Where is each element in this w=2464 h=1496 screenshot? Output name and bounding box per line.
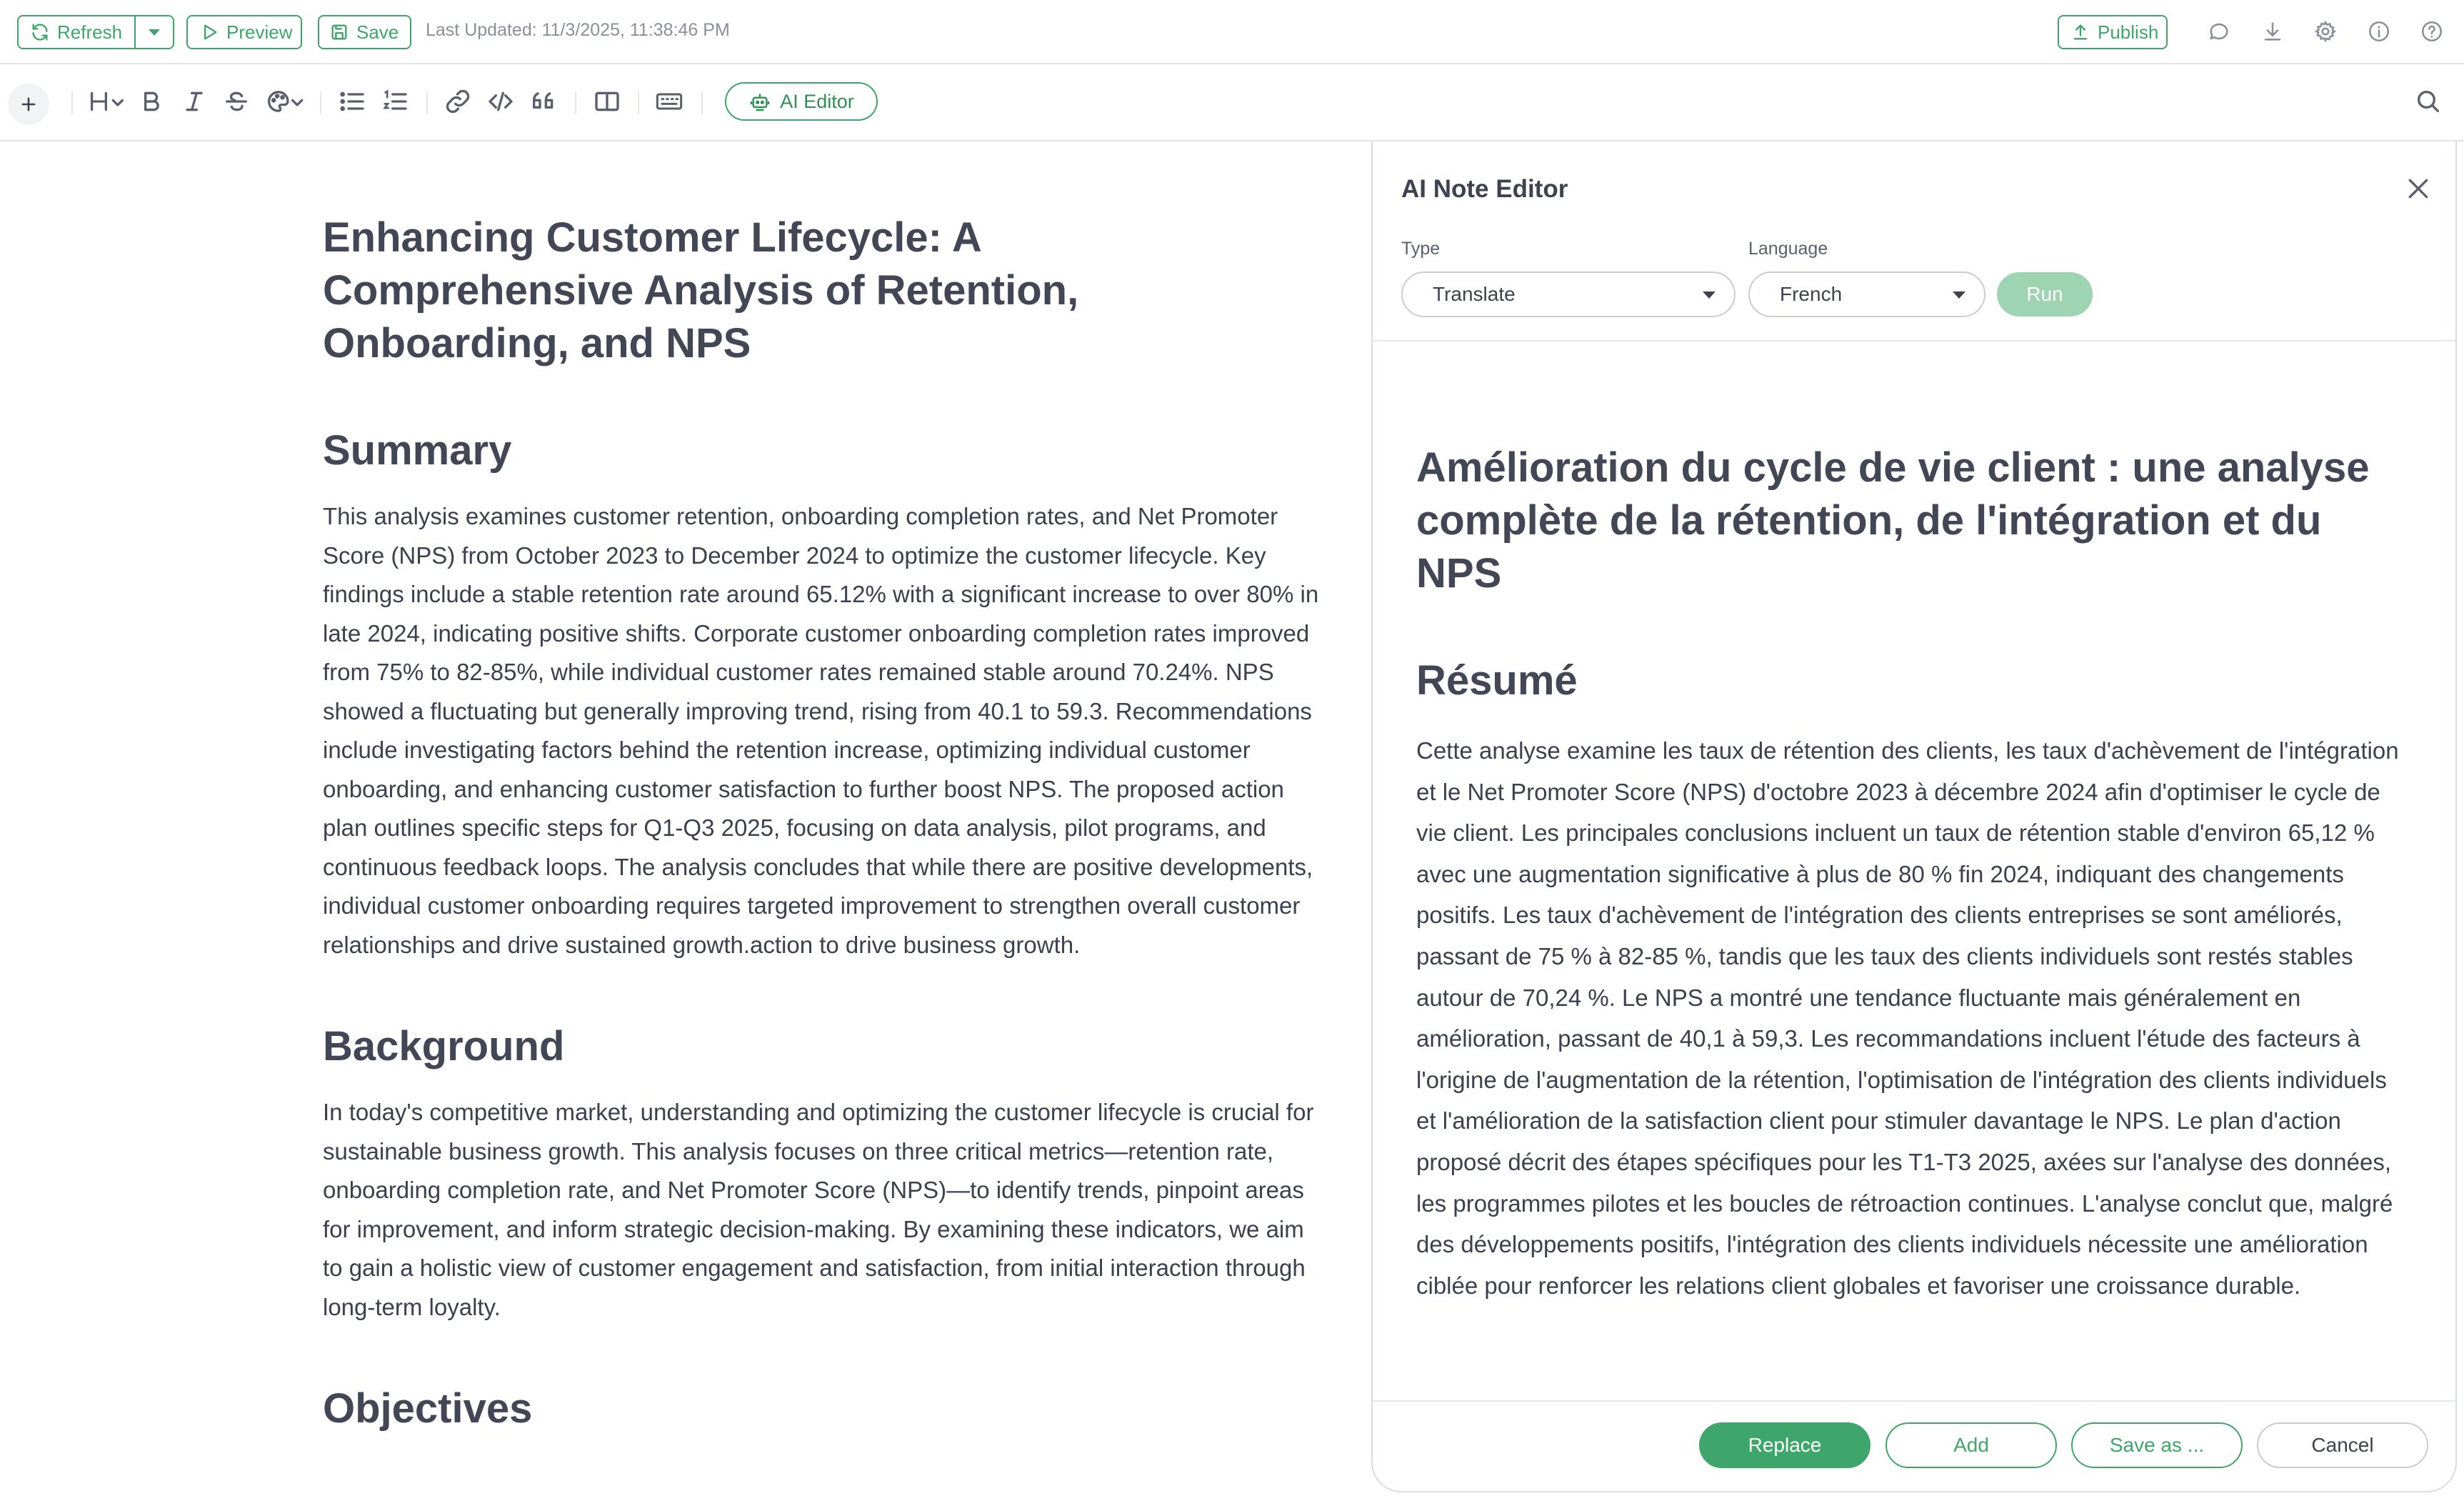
save-as-button[interactable]: Save as ... [2071,1422,2243,1468]
toolbar-divider [320,91,321,114]
translation-result [1416,442,2402,1306]
toolbar-divider [426,91,428,114]
toolbar-divider [71,91,73,114]
upload-icon [2070,22,2090,42]
refresh-dropdown-button[interactable] [134,15,174,49]
refresh-icon [30,22,50,42]
caret-down-icon [1703,291,1716,299]
run-button[interactable]: Run [1997,272,2093,316]
save-label: Save [356,21,399,43]
type-select-value: Translate [1433,283,1516,305]
language-select[interactable] [1748,271,1985,317]
ai-panel-title: AI Note Editor [1401,175,1568,203]
cancel-button[interactable]: Cancel [2257,1422,2428,1468]
replace-button[interactable]: Replace [1699,1422,1870,1468]
caret-down-icon [1953,291,1965,299]
save-icon [329,22,349,42]
info-icon[interactable] [2367,19,2391,44]
top-bar [0,0,2464,64]
publish-button[interactable] [2058,15,2168,49]
heading-icon[interactable] [87,87,127,116]
add-button[interactable]: Add [1885,1422,2057,1468]
last-updated-text: Last Updated: 11/3/2025, 11:38:46 PM [426,20,730,40]
add-block-button[interactable] [8,84,49,125]
numbered-list-icon[interactable] [381,87,409,116]
summary-heading: Summary [323,427,512,474]
color-palette-icon[interactable] [264,87,304,116]
ai-editor-label: AI Editor [780,90,854,112]
columns-icon[interactable] [593,87,621,116]
preview-label: Preview [226,21,293,43]
play-icon [199,22,219,42]
document-body[interactable] [323,211,1323,1434]
ai-note-editor-panel [1371,141,2457,1492]
gear-icon[interactable] [2313,19,2338,44]
save-button[interactable] [318,15,411,49]
summary-paragraph: This analysis examines customer retention, onboarding completion rates, and Net Promoter Score (NPS) from October 2023 to December 2024 to optimize the customer lifecycle. Key findings include a stable retention rate around 65.12% with a significant increase to over 80% in late 2024, indicating positive shifts. Corporate customer onboarding completion rates improved from 75% to 82-85%, while individual customer rates remained stable around 70.24%. NPS showed a fluctuating but generally improving trend, rising from 40.1 to 59.3. Recommendations include investigating factors behind the retention increase, optimizing individual customer onboarding, and enhancing customer satisfaction to further boost NPS. The proposed action plan outlines specific steps for Q1-Q3 2025, focusing on data analysis, pilot programs, and continuous feedback loops. The analysis concludes that while there are positive developments, individual customer onboarding requires targeted improvement to strengthen overall customer relationships and drive sustained growth.action to drive business growth. [323,503,1319,958]
italic-icon[interactable] [180,87,209,116]
plus-icon [19,94,39,114]
help-icon[interactable] [2420,19,2444,44]
ai-panel-header [1373,141,2455,341]
ai-panel-footer-divider [1373,1400,2455,1402]
search-icon[interactable] [2414,87,2443,116]
comment-icon[interactable] [2207,19,2231,44]
robot-icon [748,90,771,113]
editor-toolbar [0,64,2464,141]
objectives-heading: Objectives [323,1385,533,1432]
background-paragraph: In today's competitive market, understanding and optimizing the customer lifecycle is crucial for sustainable business growth. This analysis focuses on three critical metrics—retention rate, onboarding completion rate, and Net Promoter Score (NPS)—to identify trends, pinpoint areas for improvement, and inform strategic decision-making. By examining these indicators, we aim to gain a holistic view of customer engagement and satisfaction, from initial interaction through long-term loyalty. [323,1099,1314,1320]
download-icon[interactable] [2260,19,2285,44]
toolbar-divider [575,91,576,114]
translation-title: Amélioration du cycle de vie client : une analyse complète de la rétention, de l'intégration et du NPS [1416,444,2370,597]
refresh-button[interactable] [17,15,136,49]
strikethrough-icon[interactable] [222,87,251,116]
ai-editor-button[interactable] [725,82,878,121]
translation-heading: Résumé [1416,657,1578,704]
toolbar-divider [701,91,703,114]
keyboard-icon[interactable] [655,87,683,116]
document-title: Enhancing Customer Lifecycle: A Comprehensive Analysis of Retention, Onboarding, and NPS [323,214,1079,366]
bullet-list-icon[interactable] [338,87,366,116]
quote-icon[interactable] [529,87,558,116]
refresh-label: Refresh [57,21,123,43]
type-select[interactable] [1401,271,1736,317]
close-icon[interactable] [2404,174,2433,203]
language-select-value: French [1780,283,1843,305]
translation-paragraph: Cette analyse examine les taux de rétention des clients, les taux d'achèvement de l'intégration et le Net Promoter Score (NPS) d'octobre 2023 à décembre 2024 afin d'optimiser le cycle de vie client. Les principales conclusions incluent un taux de rétention stable d'environ 65,12 % avec une augmentation significative à plus de 80 % fin 2024, indiquant des changements positifs. Les taux d'achèvement de l'intégration des clients entreprises se sont améliorés, passant de 75 % à 82-85 %, tandis que les taux des clients individuels sont restés stables autour de 70,24 %. Le NPS a montré une tendance fluctuante mais généralement en amélioration, passant de 40,1 à 59,3. Les recommandations incluent l'étude des facteurs à l'origine de l'augmentation de la rétention, l'optimisation de l'intégration des clients individuels et l'amélioration de la satisfaction client pour stimuler davantage le NPS. Le plan d'action proposé décrit des étapes spécifiques pour les T1-T3 2025, axées sur l'analyse des données, les programmes pilotes et les boucles de rétroaction continues. L'analyse conclut que, malgré des développements positifs, l'intégration des clients individuels nécessite une amélioration ciblée pour renforcer les relations client globales et favoriser une croissance durable. [1416,737,2399,1299]
link-icon[interactable] [444,87,472,116]
language-label: Language [1748,239,1828,259]
caret-down-icon [149,29,160,36]
preview-button[interactable] [186,15,302,49]
background-heading: Background [323,1023,565,1069]
code-icon[interactable] [486,87,515,116]
toolbar-divider [638,91,639,114]
bold-icon[interactable] [137,87,166,116]
publish-label: Publish [2098,21,2159,43]
type-label: Type [1401,239,1441,259]
